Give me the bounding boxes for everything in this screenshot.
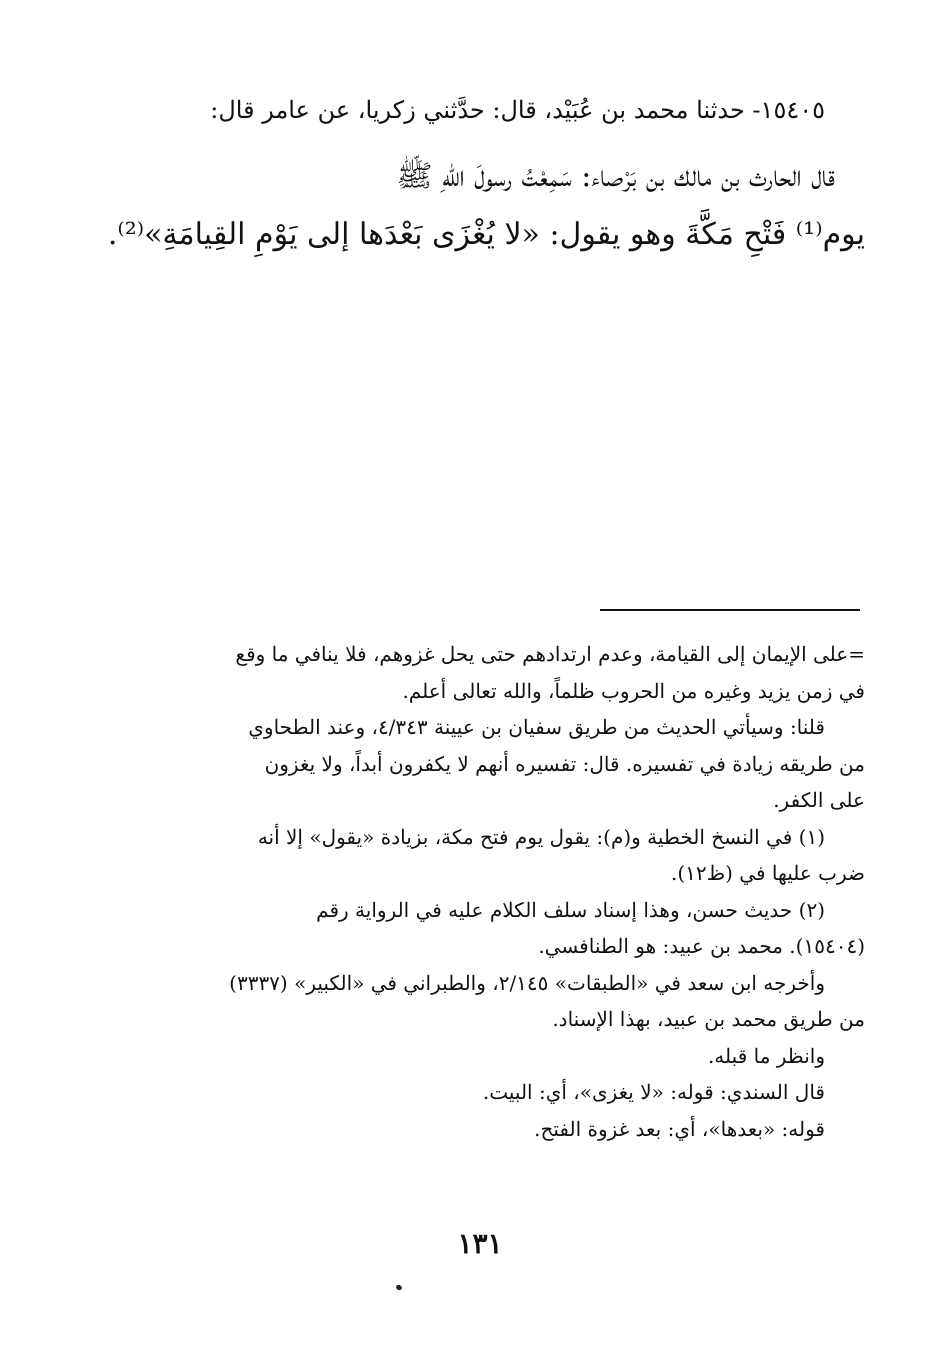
footnote-line: (١) في النسخ الخطية و(م): يقول يوم فتح مكة، بزيادة «يقول» إلا أنه xyxy=(257,824,825,849)
footnote-line: من طريقه زيادة في تفسيره. قال: تفسيره أنهم لا يكفرون أبداً، ولا يغزون xyxy=(264,751,865,776)
hadith-text xyxy=(107,148,865,264)
ink-speck xyxy=(395,1284,403,1291)
footnote-2 xyxy=(155,892,865,965)
hadith-line-2: يوم⁽¹⁾ فَتْحِ مَكَّةَ وهو يقول: «لا يُغْزَى بَعْدَها إلى يَوْمِ القِيامَةِ»⁽²⁾. xyxy=(107,217,865,252)
footnote-line: على الكفر. xyxy=(773,788,865,812)
footnote-takhrij xyxy=(155,965,865,1038)
hadith-line-1: قال الحارث بن مالك بن بَرْصاء: سَمِعْتُ رسولَ اللهِ ﷺ xyxy=(396,159,835,194)
footnote-line: وأخرجه ابن سعد في «الطبقات» ٢/١٤٥، والطبراني في «الكبير» (٣٣٣٧) xyxy=(229,970,825,995)
footnotes xyxy=(155,636,865,1147)
footnote-sindi xyxy=(155,1074,865,1111)
footnote-line: قلنا: وسيأتي الحديث من طريق سفيان بن عيينة ٤/٣٤٣، وعند الطحاوي xyxy=(248,715,825,739)
footnote-see-previous xyxy=(155,1038,865,1075)
footnote-line: من طريق محمد بن عبيد، بهذا الإسناد. xyxy=(552,1007,865,1031)
footnote-line: قال السندي: قوله: «لا يغزى»، أي: البيت. xyxy=(482,1080,825,1104)
page-number: ١٣١ xyxy=(457,1227,503,1260)
footnote-1 xyxy=(155,819,865,892)
footnote-sindi-2 xyxy=(155,1111,865,1148)
footnote-line: =على الإيمان إلى القيامة، وعدم ارتدادهم حتى يحل غزوهم، فلا ينافي ما وقع xyxy=(235,642,865,666)
footnote-line: قوله: «بعدها»، أي: بعد غزوة الفتح. xyxy=(534,1116,825,1141)
hadith-header: ١٥٤٠٥- حدثنا محمد بن عُبَيْد، قال: حدَّثني زكريا، عن عامر قال: xyxy=(210,96,825,124)
footnote-line: ضرب عليها في (ظ١٢). xyxy=(670,861,865,885)
footnote-line: (١٥٤٠٤). محمد بن عبيد: هو الطنافسي. xyxy=(538,934,865,958)
footnote-line: في زمن يزيد وغيره من الحروب ظلماً، والله تعالى أعلم. xyxy=(402,678,865,703)
footnote-continuation xyxy=(155,636,865,709)
footnote-line: (٢) حديث حسن، وهذا إسناد سلف الكلام عليه في الرواية رقم xyxy=(316,897,825,922)
footnote-line: وانظر ما قبله. xyxy=(707,1043,825,1068)
footnote-divider xyxy=(600,609,860,611)
footnote-comment xyxy=(155,709,865,819)
